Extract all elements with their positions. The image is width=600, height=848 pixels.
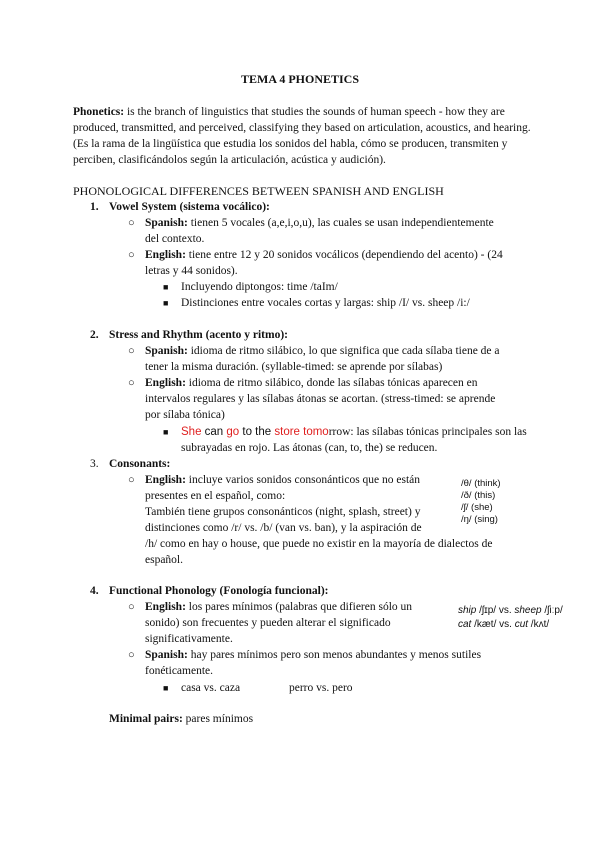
- s3-line6: español.: [145, 554, 184, 566]
- ipa-list-item: /ŋ/ (sing): [461, 514, 498, 525]
- s4-english-line3: significativamente.: [145, 633, 233, 645]
- s2-english-text: idioma de ritmo silábico, donde las sílabas tónicas aparecen en: [185, 377, 478, 389]
- s2-english-line3: por sílaba tónica): [145, 409, 225, 421]
- s3-line5: /h/ como en hay o house, que puede no existir en la mayoría de dialectos de: [145, 538, 493, 550]
- unstressed-word: to the: [239, 426, 275, 438]
- s4-english-line2: sonido) son frecuentes y pueden alterar el significado: [145, 617, 391, 629]
- s3-line3: También tiene grupos consonánticos (night, splash, street) y: [145, 506, 421, 518]
- s3-english-line1: [145, 473, 420, 488]
- square-bullet-icon: ■: [163, 298, 169, 308]
- example-word: sheep: [514, 605, 542, 616]
- page-title: TEMA 4 PHONETICS: [240, 72, 360, 86]
- s2-english-line1: [145, 376, 477, 391]
- s4-heading: Functional Phonology (Fonología funcional):: [109, 585, 329, 597]
- example-ipa: /ʃiːp/: [541, 605, 563, 616]
- s2-example-text: rrow: las sílabas tónicas principales son las: [328, 426, 527, 438]
- minimal-pair-example: [458, 618, 549, 631]
- intro-paragraph: [73, 104, 533, 168]
- s1-english-label: English:: [145, 249, 186, 261]
- ipa-list-item: /θ/ (think): [461, 478, 501, 489]
- hollow-bullet-icon: ○: [128, 345, 135, 357]
- s2-example-line2: subrayadas en rojo. Las átonas (can, to, the) se reducen.: [181, 442, 438, 454]
- s2-heading: Stress and Rhythm (acento y ritmo):: [109, 329, 288, 341]
- s3-heading: Consonants:: [109, 458, 171, 470]
- ipa-list-item: /ʃ/ (she): [461, 502, 493, 513]
- unstressed-word: can: [201, 426, 227, 438]
- square-bullet-icon: ■: [163, 282, 169, 292]
- stressed-word: go: [226, 426, 240, 438]
- minimal-pairs-label: Minimal pairs:: [109, 713, 183, 725]
- minimal-pairs-line: [109, 712, 253, 727]
- stressed-word: store tomo: [274, 426, 329, 438]
- s1-spanish-label: Spanish:: [145, 217, 188, 229]
- example-ipa: /kʌt/: [528, 619, 550, 630]
- s1-sub1: Incluyendo diptongos: time /taIm/: [181, 281, 338, 293]
- s4-english-text: los pares mínimos (palabras que difieren sólo un: [185, 601, 413, 613]
- example-ipa: /kæt/ vs.: [471, 619, 515, 630]
- hollow-bullet-icon: ○: [128, 474, 135, 486]
- s2-spanish-text: idioma de ritmo silábico, lo que significa que cada sílaba tiene de a: [187, 345, 500, 357]
- s1-spanish-text: tienen 5 vocales (a,e,i,o,u), las cuales se usan independientemente: [187, 217, 494, 229]
- s3-number: 3.: [90, 458, 99, 470]
- s1-heading: Vowel System (sistema vocálico):: [109, 201, 270, 213]
- s1-english-text: tiene entre 12 y 20 sonidos vocálicos (dependiendo del acento) - (24: [185, 249, 503, 261]
- s4-english-line1: [145, 600, 412, 615]
- s1-spanish-line2: del contexto.: [145, 233, 205, 245]
- s1-number: 1.: [90, 201, 99, 213]
- s1-english-line2: letras y 44 sonidos).: [145, 265, 238, 277]
- minimal-pairs-text: pares mínimos: [182, 713, 254, 725]
- s2-english-line2: intervalos regulares y las sílabas átonas se acortan. (stress-timed: se aprende: [145, 393, 496, 405]
- hollow-bullet-icon: ○: [128, 217, 135, 229]
- s4-spanish-line2: fonéticamente.: [145, 665, 214, 677]
- square-bullet-icon: ■: [163, 427, 169, 437]
- s1-sub2: Distinciones entre vocales cortas y largas: ship /I/ vs. sheep /i:/: [181, 297, 470, 309]
- example-word: ship: [458, 605, 477, 616]
- example-word: cat: [458, 619, 472, 630]
- s4-number: 4.: [90, 585, 99, 597]
- s4-spanish-label: Spanish:: [145, 649, 188, 661]
- s2-english-label: English:: [145, 377, 186, 389]
- hollow-bullet-icon: ○: [128, 249, 135, 261]
- s3-english-text: incluye varios sonidos consonánticos que no están: [185, 474, 421, 486]
- s2-number: 2.: [90, 329, 99, 341]
- example-ipa: /ʃɪp/ vs.: [476, 605, 515, 616]
- s4-spanish-text: hay pares mínimos pero son menos abundantes y menos sutiles: [187, 649, 482, 661]
- intro-term: Phonetics:: [73, 106, 125, 118]
- ipa-list-item: /ð/ (this): [461, 490, 496, 501]
- minimal-pair-example: [458, 604, 563, 617]
- s3-line4: distinciones como /r/ vs. /b/ (van vs. ban), y la aspiración de: [145, 522, 422, 534]
- s4-sub1-b: perro vs. pero: [289, 682, 353, 694]
- hollow-bullet-icon: ○: [128, 601, 135, 613]
- example-word: cut: [514, 619, 529, 630]
- s1-spanish-line1: [145, 216, 494, 231]
- s2-spanish-label: Spanish:: [145, 345, 188, 357]
- s4-english-label: English:: [145, 601, 186, 613]
- s2-example-line1: [181, 425, 527, 440]
- s1-english-line1: [145, 248, 503, 263]
- square-bullet-icon: ■: [163, 683, 169, 693]
- section-heading: PHONOLOGICAL DIFFERENCES BETWEEN SPANISH AND ENGLISH: [73, 184, 444, 198]
- s2-spanish-line1: [145, 344, 500, 359]
- s4-sub1-a: casa vs. caza: [181, 682, 241, 694]
- intro-text: is the branch of linguistics that studies the sounds of human speech - how they are produced, transmitted, and perceived, classifying they based on articulation, acoustics, and hearing. (Es la rama de la lingüística que estudia los sonidos del habla, cómo se producen, transmiten y perciben, clasificándolos según la articulación, acústica y audición).: [73, 106, 531, 166]
- s2-spanish-line2: tener la misma duración. (syllable-timed: se aprende por sílabas): [145, 361, 443, 373]
- hollow-bullet-icon: ○: [128, 649, 135, 661]
- stressed-word: She: [181, 426, 202, 438]
- hollow-bullet-icon: ○: [128, 377, 135, 389]
- s3-english-line2: presentes en el español, como:: [145, 490, 286, 502]
- s3-english-label: English:: [145, 474, 186, 486]
- s4-spanish-line1: [145, 648, 481, 663]
